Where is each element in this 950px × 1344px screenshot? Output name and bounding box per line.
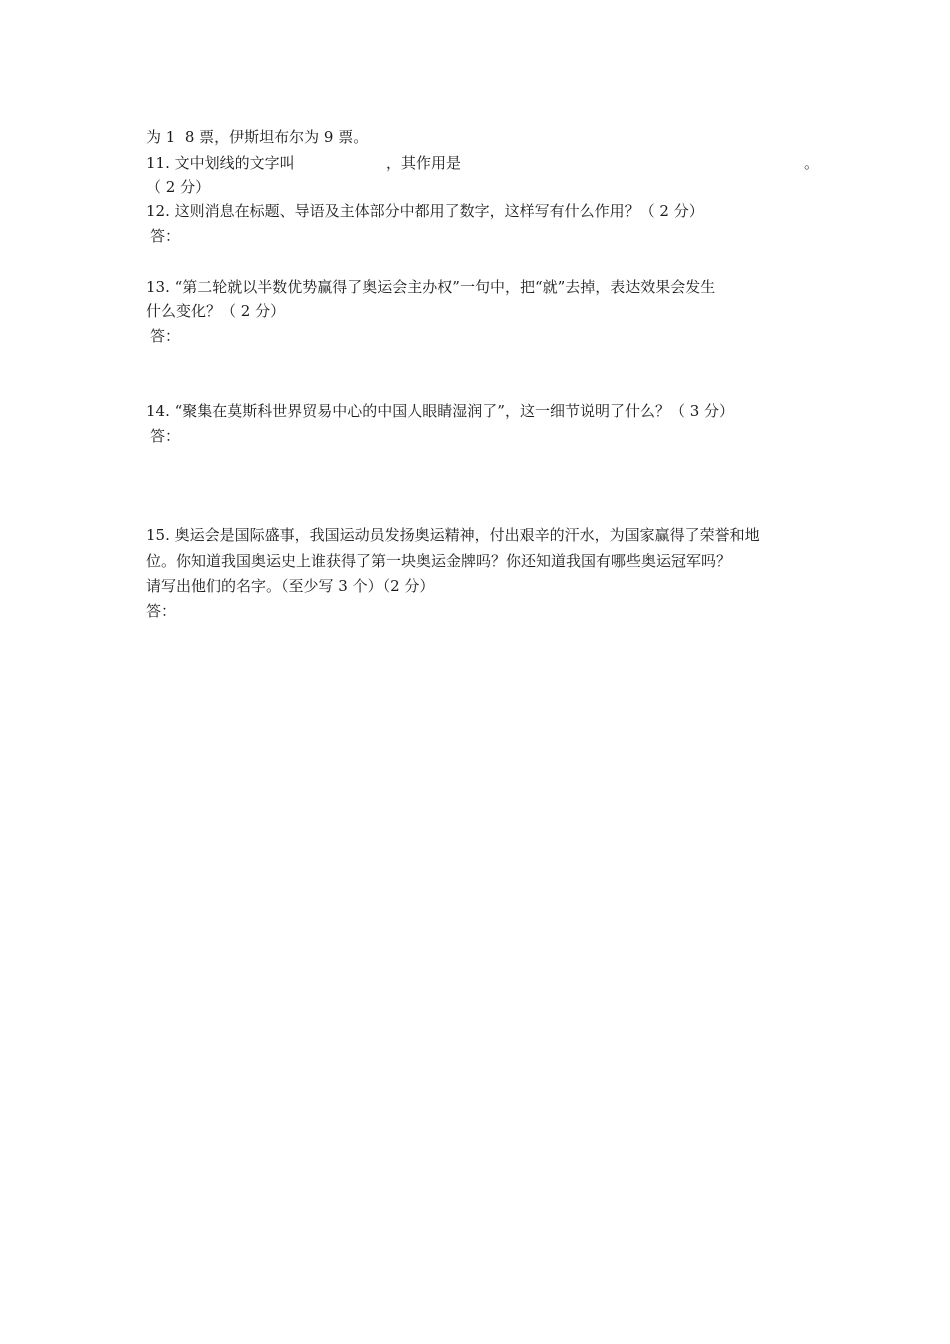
question-15-line-2: 位。你知道我国奥运史上谁获得了第一块奥运金牌吗？你还知道我国有哪些奥运冠军吗？ (146, 552, 732, 570)
answer-label-12: 答： (150, 227, 181, 245)
question-11-end-mark: 。 (804, 154, 820, 172)
answer-label-13: 答： (150, 327, 181, 345)
text-line-vote-result: 为 1 8 票，伊斯坦布尔为 9 票。 (146, 128, 369, 146)
question-11-score: （ 2 分） (146, 178, 211, 196)
answer-label-14: 答： (150, 427, 181, 445)
question-15-line-1: 15. 奥运会是国际盛事，我国运动员发扬奥运精神，付出艰辛的汗水，为国家赢得了荣誉和地 (146, 526, 760, 544)
question-13-line-2: 什么变化？（ 2 分） (146, 302, 286, 320)
question-14: 14. “聚集在莫斯科世界贸易中心的中国人眼睛湿润了”，这一细节说明了什么？（ 3 分） (146, 402, 735, 420)
question-12: 12. 这则消息在标题、导语及主体部分中都用了数字，这样写有什么作用？（ 2 分） (146, 202, 704, 220)
question-13-line-1: 13. “第二轮就以半数优势赢得了奥运会主办权”一句中，把“就”去掉，表达效果会发生 (146, 278, 716, 296)
question-11-function-prompt: ，其作用是 (386, 154, 462, 172)
question-15-line-3: 请写出他们的名字。（至少写 3 个）（2 分） (146, 577, 435, 595)
question-11-prompt: 11. 文中划线的文字叫 (146, 154, 295, 172)
answer-label-15: 答： (146, 602, 177, 620)
